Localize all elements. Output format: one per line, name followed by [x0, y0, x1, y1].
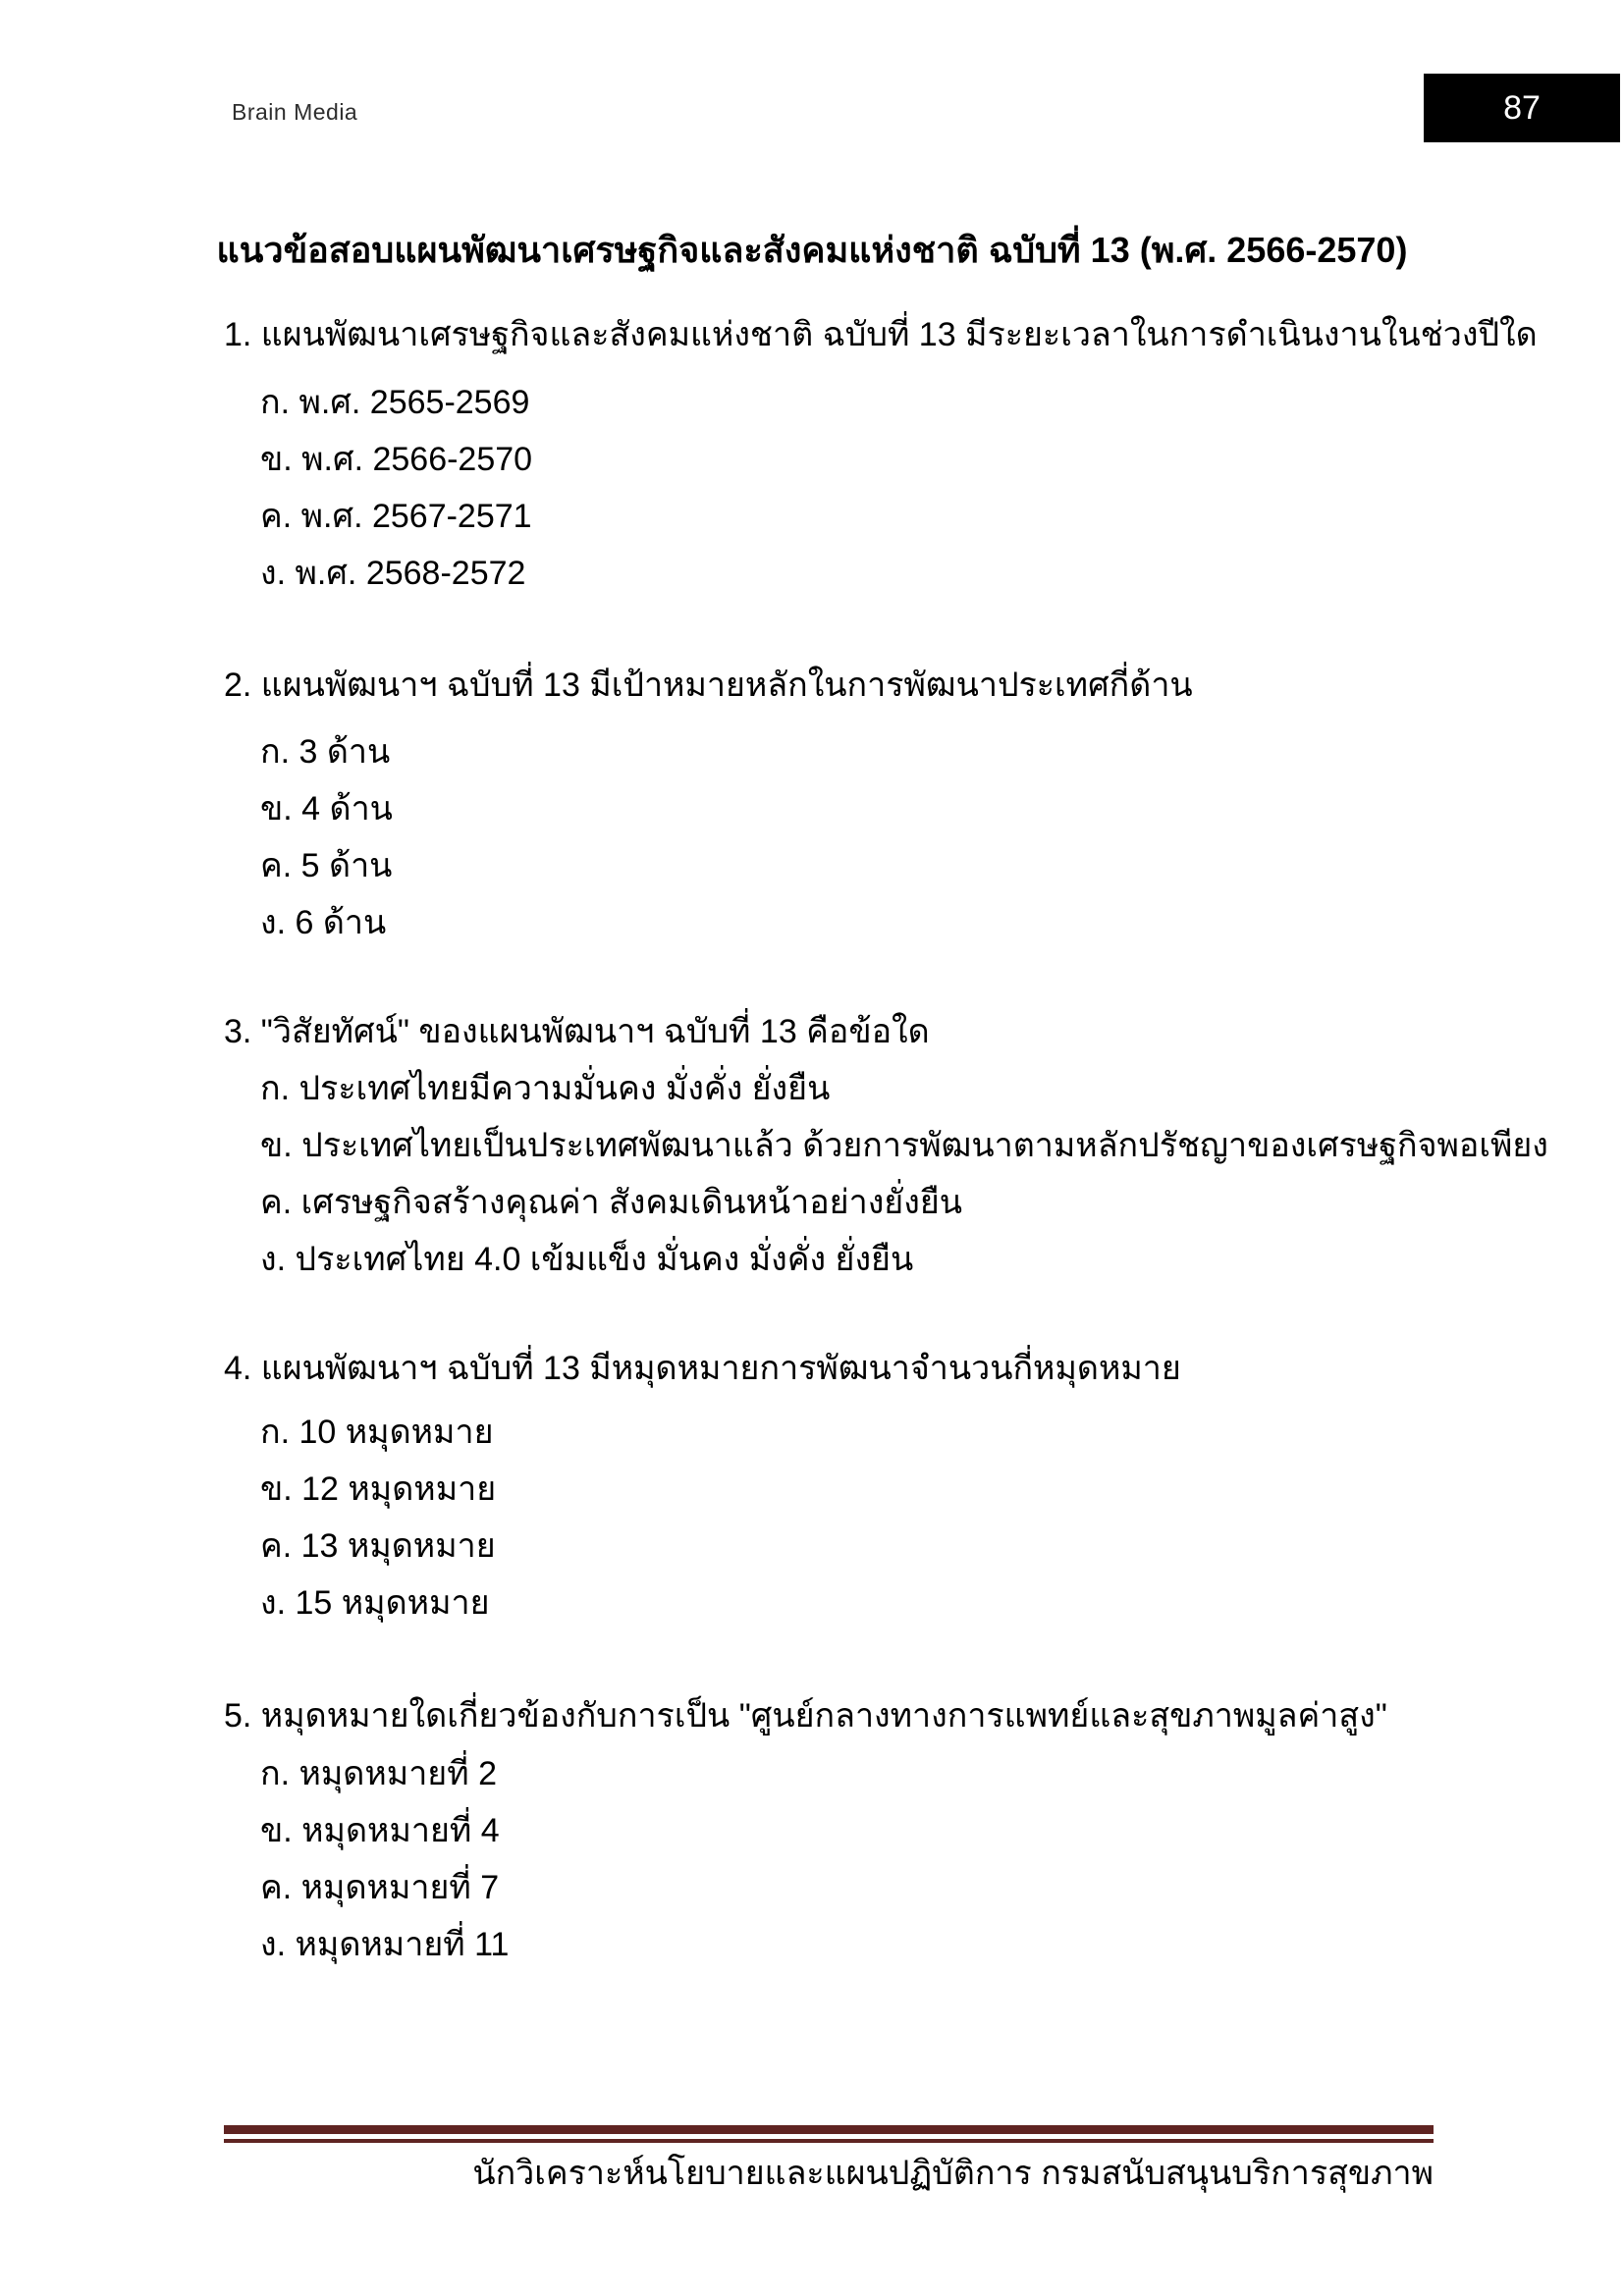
question-1-choice-b: ข. พ.ศ. 2566-2570 — [260, 441, 533, 478]
page-number-badge — [1424, 74, 1620, 142]
question-2-choice-d: ง. 6 ด้าน — [260, 904, 387, 941]
footer-rule-thick — [224, 2125, 1434, 2134]
question-2-stem: 2. แผนพัฒนาฯ ฉบับที่ 13 มีเป้าหมายหลักในการพัฒนาประเทศกี่ด้าน — [224, 667, 1193, 704]
header-brand: Brain Media — [232, 99, 358, 125]
page-number: 87 — [1503, 88, 1541, 127]
question-5-choice-c: ค. หมุดหมายที่ 7 — [260, 1869, 500, 1906]
question-4-stem: 4. แผนพัฒนาฯ ฉบับที่ 13 มีหมุดหมายการพัฒนาจำนวนกี่หมุดหมาย — [224, 1350, 1181, 1387]
question-3-choice-b: ข. ประเทศไทยเป็นประเทศพัฒนาแล้ว ด้วยการพัฒนาตามหลักปรัชญาของเศรษฐกิจพอเพียง — [260, 1127, 1548, 1164]
document-title: แนวข้อสอบแผนพัฒนาเศรษฐกิจและสังคมแห่งชาติ ฉบับที่ 13 (พ.ศ. 2566-2570) — [216, 230, 1408, 270]
question-4-choice-b: ข. 12 หมุดหมาย — [260, 1470, 497, 1508]
question-1-choice-a: ก. พ.ศ. 2565-2569 — [260, 384, 530, 421]
question-1-choice-d: ง. พ.ศ. 2568-2572 — [260, 555, 526, 592]
question-3-stem: 3. "วิสัยทัศน์" ของแผนพัฒนาฯ ฉบับที่ 13 คือข้อใด — [224, 1013, 930, 1050]
question-3-choice-a: ก. ประเทศไทยมีความมั่นคง มั่งคั่ง ยั่งยืน — [260, 1070, 831, 1107]
footer-rule-thin — [224, 2139, 1434, 2143]
question-4-choice-d: ง. 15 หมุดหมาย — [260, 1584, 490, 1622]
question-2-choice-c: ค. 5 ด้าน — [260, 847, 393, 884]
question-5-stem: 5. หมุดหมายใดเกี่ยวข้องกับการเป็น "ศูนย์กลางทางการแพทย์และสุขภาพมูลค่าสูง" — [224, 1697, 1387, 1735]
question-5-choice-d: ง. หมุดหมายที่ 11 — [260, 1926, 510, 1963]
question-3-choice-d: ง. ประเทศไทย 4.0 เข้มแข็ง มั่นคง มั่งคั่ง ยั่งยืน — [260, 1241, 914, 1278]
question-4-choice-c: ค. 13 หมุดหมาย — [260, 1527, 496, 1565]
question-5-choice-b: ข. หมุดหมายที่ 4 — [260, 1812, 500, 1849]
question-3-choice-c: ค. เศรษฐกิจสร้างคุณค่า สังคมเดินหน้าอย่างยั่งยืน — [260, 1184, 962, 1221]
question-4-choice-a: ก. 10 หมุดหมาย — [260, 1414, 494, 1451]
question-1-stem: 1. แผนพัฒนาเศรษฐกิจและสังคมแห่งชาติ ฉบับที่ 13 มีระยะเวลาในการดำเนินงานในช่วงปีใด — [224, 316, 1538, 353]
footer-credit: นักวิเคราะห์นโยบายและแผนปฏิบัติการ กรมสนับสนุนบริการสุขภาพ — [472, 2155, 1434, 2192]
question-2-choice-a: ก. 3 ด้าน — [260, 733, 391, 771]
question-1-choice-c: ค. พ.ศ. 2567-2571 — [260, 498, 532, 535]
question-2-choice-b: ข. 4 ด้าน — [260, 790, 393, 828]
question-5-choice-a: ก. หมุดหมายที่ 2 — [260, 1755, 497, 1792]
